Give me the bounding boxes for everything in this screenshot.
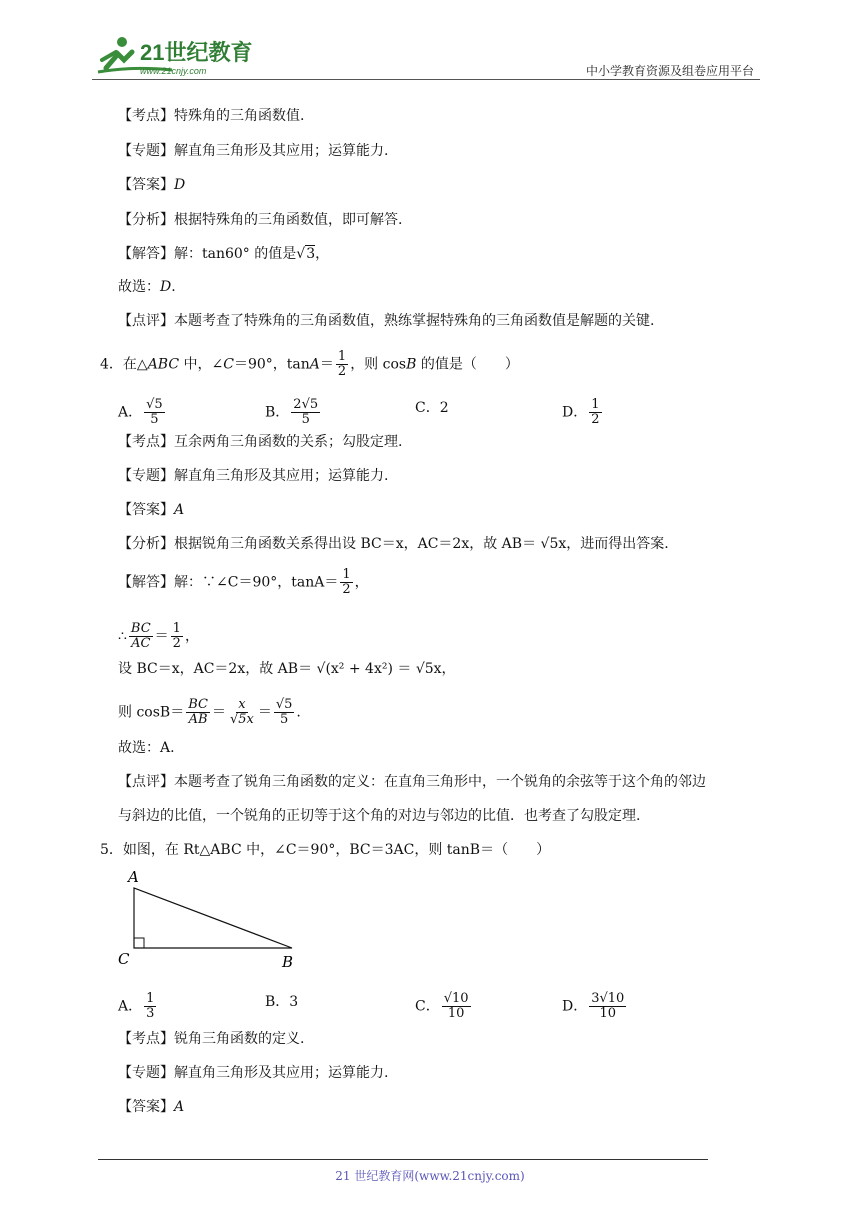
- q4-jieda-4: 则 cosB＝ $\frac{BC}{AB}$ ＝ $\frac{x}{√5x}$ ＝ $\frac{√5}{5}$ .: [118, 697, 301, 727]
- q4-jieda-3: 设 BC＝x，AC＝2x，故 AB＝ √(x² + 4x²) ＝ √5x，: [118, 661, 456, 677]
- q4-guxuan: 故选：A.: [118, 740, 175, 756]
- platform-name: 中小学教育资源及组卷应用平台: [585, 64, 754, 78]
- q4-option-a: A． $\frac{√5}{5}$: [118, 397, 163, 427]
- q3-guxuan: 故选：D.: [118, 279, 176, 295]
- vertex-b-label: B: [282, 953, 294, 971]
- q4-kaodian: 【考点】互余两角三角函数的关系；勾股定理.: [118, 434, 403, 450]
- footer-link[interactable]: 21 世纪教育网(www.21cnjy.com): [335, 1169, 525, 1183]
- q5-option-d: D． $\frac{3√10}{10}$: [562, 991, 625, 1021]
- footer-divider: [98, 1159, 708, 1160]
- q4-answer: 【答案】A: [118, 502, 185, 518]
- header-divider: [92, 79, 760, 80]
- q3-jieda: 【解答】解：tan60° 的值是√3，: [118, 246, 330, 262]
- q4-option-d: D． $\frac{1}{2}$: [562, 397, 600, 427]
- q3-fenxi: 【分析】根据特殊角的三角函数值，即可解答.: [118, 212, 403, 228]
- q5-option-b: B．3: [265, 994, 299, 1010]
- q4-dianping-1: 【点评】本题考查了锐角三角函数的定义：在直角三角形中，一个锐角的余弦等于这个角的邻边: [118, 774, 706, 790]
- q4-jieda-2: ∴ $\frac{BC}{AC}$ ＝ $\frac{1}{2}$ ，: [118, 621, 199, 651]
- site-logo: [92, 30, 262, 80]
- q4-dianping-2: 与斜边的比值，一个锐角的正切等于这个角的对边与邻边的比值．也考查了勾股定理.: [118, 808, 641, 824]
- q5-zhuanti: 【专题】解直角三角形及其应用；运算能力.: [118, 1065, 389, 1081]
- vertex-a-label: A: [128, 868, 139, 886]
- q4-option-c: C．2: [415, 400, 449, 416]
- q3-dianping: 【点评】本题考查了特殊角的三角函数值，熟练掌握特殊角的三角函数值是解题的关键.: [118, 313, 655, 329]
- q3-zhuanti: 【专题】解直角三角形及其应用；运算能力.: [118, 143, 389, 159]
- q4-fenxi: 【分析】根据锐角三角函数关系得出设 BC＝x，AC＝2x，故 AB＝ √5x，进而得出答案.: [118, 536, 669, 552]
- q5-answer: 【答案】A: [118, 1099, 185, 1115]
- q5-triangle-figure: [112, 866, 312, 972]
- q5-option-a: A． $\frac{1}{3}$: [118, 991, 155, 1021]
- logo-text: 21世纪教育: [140, 40, 253, 65]
- q4-option-b: B． $\frac{2√5}{5}$: [265, 397, 319, 427]
- q5-option-c: C． $\frac{√10}{10}$: [415, 991, 469, 1021]
- q4-stem: 4．在△ABC 中，∠C＝90°，tanA＝ $\frac{1}{2}$ ，则 cosB 的值是（ ）: [100, 349, 519, 379]
- q4-jieda-1: 【解答】解：∵∠C＝90°，tanA＝ $\frac{1}{2}$ ，: [118, 567, 369, 597]
- logo-url: www.21cnjy.com: [140, 66, 207, 76]
- q3-answer: 【答案】D: [118, 177, 186, 193]
- vertex-c-label: C: [118, 950, 130, 968]
- q5-stem: 5．如图，在 Rt△ABC 中，∠C＝90°，BC＝3AC，则 tanB＝（ ）: [100, 842, 551, 858]
- q3-kaodian: 【考点】特殊角的三角函数值.: [118, 108, 305, 124]
- q4-zhuanti: 【专题】解直角三角形及其应用；运算能力.: [118, 468, 389, 484]
- q5-kaodian: 【考点】锐角三角函数的定义.: [118, 1031, 305, 1047]
